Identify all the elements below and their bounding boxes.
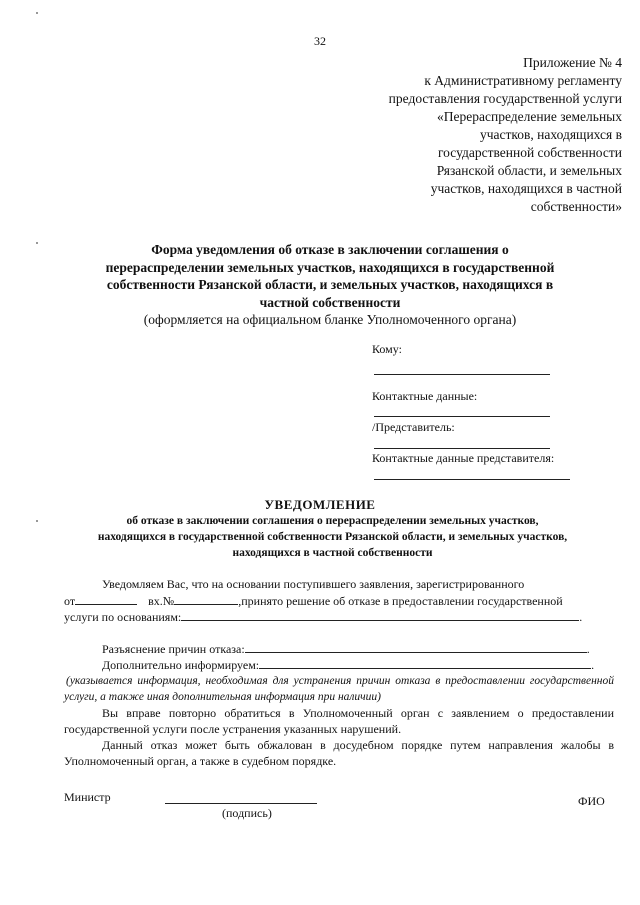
- notice-subtitle-line: находящихся в частной собственности: [232, 547, 433, 559]
- to-field[interactable]: [374, 374, 550, 375]
- rep-contacts-field[interactable]: [374, 479, 570, 480]
- signature-field[interactable]: [165, 803, 317, 804]
- form-title: [60, 241, 600, 311]
- additional-period: .: [591, 658, 595, 672]
- appendix-line: государственной собственности: [437, 145, 622, 160]
- notice-subtitle-line: находящихся в государственной собственности Рязанской области, и земельных участков,: [97, 531, 568, 543]
- note-text: (указывается информация, необходимая для устранения причин отказа в предоставлении государственной услуги, а также иная дополнительная информация при наличии): [64, 675, 614, 703]
- body-paragraph-line: Уведомляем Вас, что на основании поступившего заявления, зарегистрированного: [102, 577, 525, 591]
- reasons-field[interactable]: [245, 641, 587, 653]
- body-paragraph-line: [64, 609, 614, 625]
- date-field[interactable]: [75, 593, 137, 605]
- position-label: Министр: [64, 790, 111, 804]
- contacts-label: Контактные данные:: [372, 389, 478, 403]
- page-number: 32: [314, 34, 326, 48]
- form-title-line: собственности Рязанской области, и земельных участков, находящихся в: [106, 277, 554, 292]
- form-title-line: перераспределении земельных участков, находящихся в государственной: [105, 259, 555, 275]
- additional-line: [64, 657, 614, 673]
- grounds-field[interactable]: [181, 609, 579, 621]
- reasons-label: Разъяснение причин отказа:: [102, 642, 245, 656]
- representative-field[interactable]: [374, 448, 550, 449]
- notice-subtitle-line: об отказе в заключении соглашения о перераспределении земельных участков,: [126, 515, 539, 527]
- incoming-label: вх.№: [148, 594, 175, 608]
- name-label: ФИО: [578, 794, 605, 808]
- decision-text: ,принято решение об отказе в предоставлении государственной: [238, 594, 563, 608]
- body-paragraph-line: [64, 593, 614, 609]
- scan-mark: [36, 520, 38, 522]
- scan-mark: [36, 12, 38, 14]
- form-subtitle: (оформляется на официальном бланке Уполномоченного органа): [143, 312, 517, 327]
- reapply-paragraph: Вы вправе повторно обратиться в Уполномоченный орган с заявлением о предоставлении государственной услуги после устранения указанных нарушений.: [64, 706, 614, 736]
- appendix-line: предоставления государственной услуги: [388, 91, 622, 106]
- additional-label: Дополнительно информируем:: [102, 658, 260, 672]
- incoming-number-field[interactable]: [174, 593, 238, 605]
- grounds-label: услуги по основаниям:: [64, 610, 182, 624]
- scan-mark: [36, 242, 38, 244]
- form-title-line: Форма уведомления об отказе в заключении соглашения о: [151, 242, 509, 257]
- grounds-period: .: [579, 610, 583, 624]
- to-label: Кому:: [372, 342, 402, 356]
- appendix-line: Приложение № 4: [523, 55, 622, 70]
- appendix-line: Рязанской области, и земельных: [436, 163, 622, 178]
- form-title-line: частной собственности: [259, 294, 401, 310]
- appendix-line: участков, находящихся в частной: [430, 181, 622, 196]
- contacts-field[interactable]: [374, 416, 550, 417]
- appeal-paragraph: Данный отказ может быть обжалован в досудебном порядке путем направления жалобы в Уполномоченный орган, а также в судебном порядке.: [64, 738, 614, 768]
- notice-subtitle: [60, 513, 605, 561]
- reasons-line: [64, 641, 614, 657]
- rep-contacts-label: Контактные данные представителя:: [372, 451, 555, 465]
- notice-title: УВЕДОМЛЕНИЕ: [264, 497, 376, 512]
- appendix-line: собственности»: [530, 199, 622, 214]
- signature-caption: (подпись): [222, 806, 272, 820]
- reasons-period: .: [586, 642, 590, 656]
- representative-label: /Представитель:: [372, 420, 455, 434]
- appendix-line: «Перераспределение земельных: [437, 109, 622, 124]
- from-label: от: [64, 594, 76, 608]
- appendix-header: [322, 54, 622, 216]
- appendix-line: к Административному регламенту: [424, 73, 622, 88]
- appendix-line: участков, находящихся в: [480, 127, 622, 142]
- additional-field[interactable]: [259, 657, 591, 669]
